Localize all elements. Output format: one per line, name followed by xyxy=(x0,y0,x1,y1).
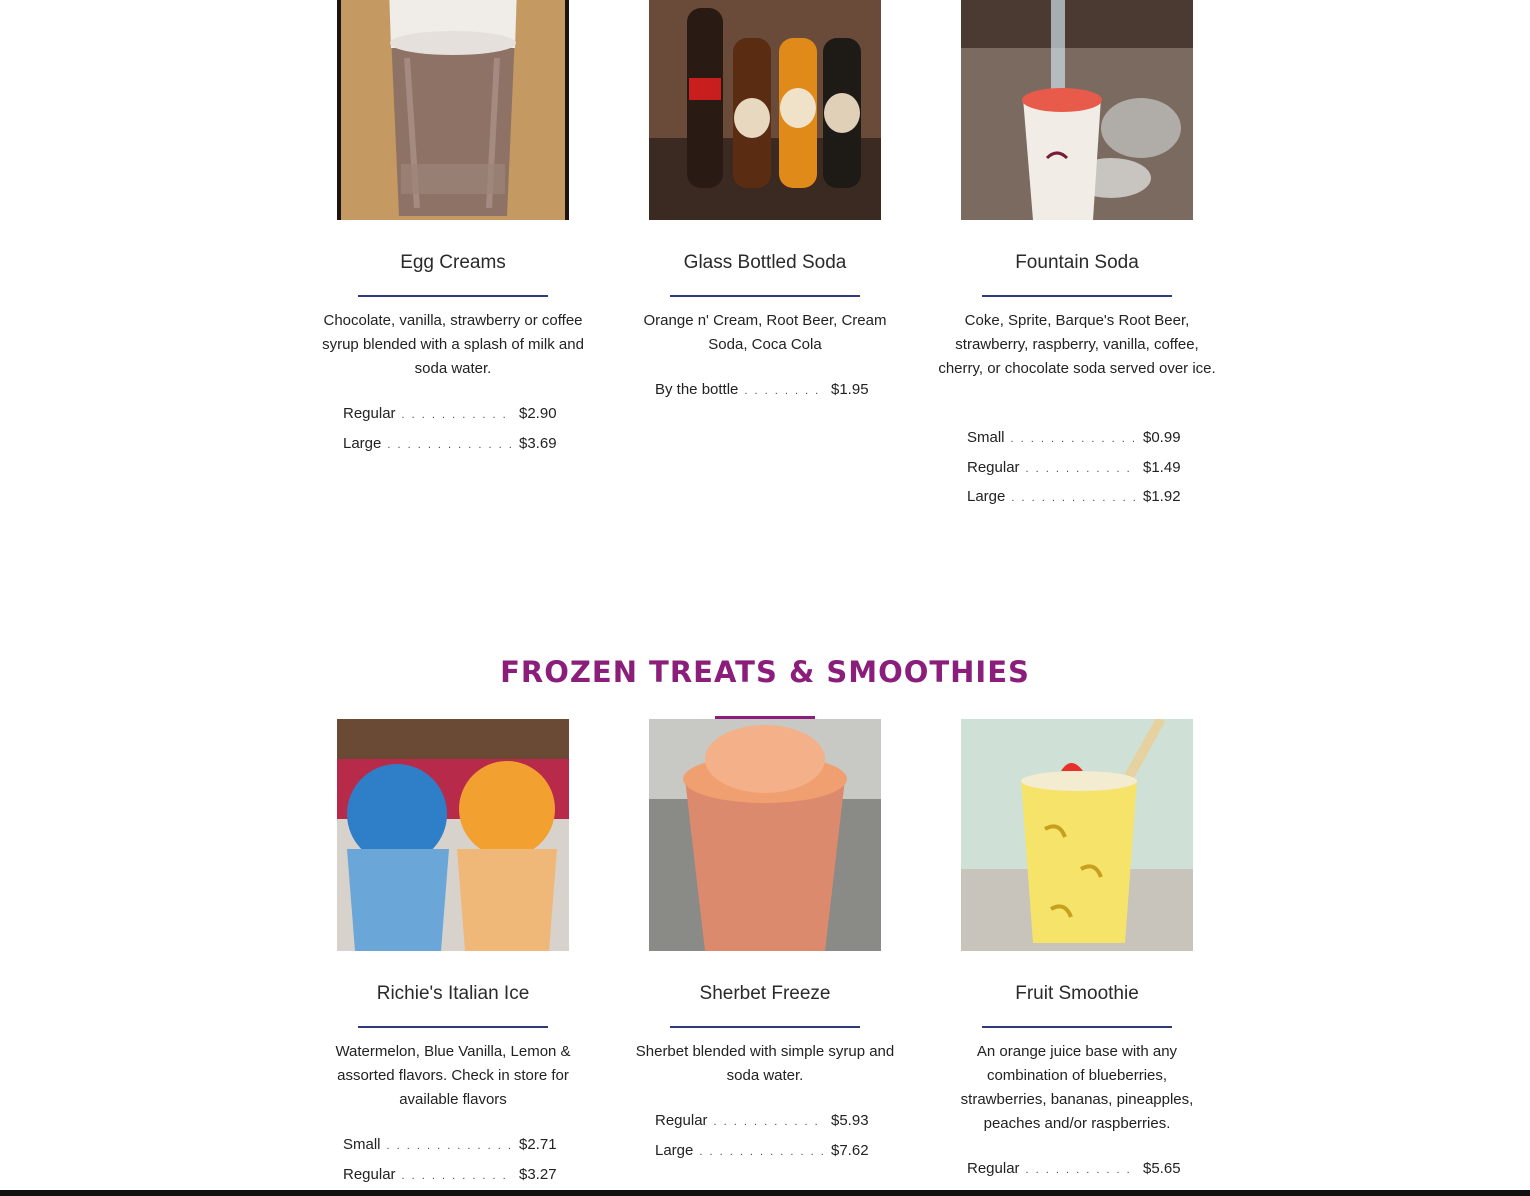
size-label: Small xyxy=(343,1136,381,1153)
price-value: $1.92 xyxy=(1143,488,1181,505)
item-description: Watermelon, Blue Vanilla, Lemon & assorted flavors. Check in store for available flavors xyxy=(335,1043,571,1108)
price-row xyxy=(655,381,875,411)
title-divider xyxy=(670,1026,860,1028)
price-row xyxy=(655,1112,875,1142)
size-label: Large xyxy=(655,1141,694,1159)
title-divider xyxy=(670,295,860,297)
bottled-soda-photo xyxy=(649,0,881,220)
size-label: Large xyxy=(343,434,382,452)
bottom-bar xyxy=(0,1190,1530,1196)
drink-title: Egg Creams xyxy=(400,252,506,273)
price-value: $7.62 xyxy=(831,1141,869,1159)
dot-leader xyxy=(402,1170,513,1182)
size-label: Small xyxy=(967,429,1005,446)
italian-ice-photo xyxy=(337,719,569,951)
dot-leader xyxy=(1011,433,1137,445)
dot-leader xyxy=(714,1116,825,1128)
fruit-smoothie-photo xyxy=(961,719,1193,951)
fountain-soda-photo xyxy=(961,0,1193,220)
price-value: $2.90 xyxy=(519,405,557,422)
price-list xyxy=(967,429,1187,518)
price-row xyxy=(343,435,563,465)
title-divider xyxy=(982,295,1172,297)
size-label: Regular xyxy=(967,1160,1020,1177)
dot-leader xyxy=(699,1146,825,1158)
size-label: By the bottle xyxy=(655,381,739,398)
price-row xyxy=(967,1160,1187,1190)
price-row xyxy=(967,459,1187,489)
price-list xyxy=(655,381,875,411)
size-label: Regular xyxy=(655,1112,708,1129)
drink-title: Glass Bottled Soda xyxy=(683,252,847,273)
drink-description: Orange n' Cream, Root Beer, Cream Soda, Coca Cola xyxy=(643,312,887,353)
price-value: $2.71 xyxy=(519,1136,557,1153)
price-list xyxy=(343,405,563,464)
drink-description: Coke, Sprite, Barque's Root Beer, strawberry, raspberry, vanilla, coffee, cherry, or chocolate soda served over ice. xyxy=(938,312,1216,377)
dot-leader xyxy=(387,1140,513,1152)
price-value: $1.95 xyxy=(831,381,869,398)
title-divider xyxy=(358,1026,548,1028)
item-title: Richie's Italian Ice xyxy=(376,983,530,1004)
item-title: Sherbet Freeze xyxy=(699,983,831,1004)
title-divider xyxy=(982,1026,1172,1028)
item-title: Fruit Smoothie xyxy=(1015,983,1139,1004)
egg-cream-photo xyxy=(337,0,569,220)
dot-leader xyxy=(1011,492,1137,504)
sherbet-freeze-photo xyxy=(649,719,881,951)
dot-leader xyxy=(402,409,513,421)
dot-leader xyxy=(1026,463,1137,475)
dot-leader xyxy=(1026,1164,1137,1176)
drink-title: Fountain Soda xyxy=(1015,252,1139,273)
price-row xyxy=(967,488,1187,518)
section-heading-frozen: FROZEN TREATS & SMOOTHIES xyxy=(500,655,1030,689)
price-row xyxy=(343,405,563,435)
price-list xyxy=(655,1112,875,1171)
price-value: $3.69 xyxy=(519,434,557,452)
title-divider xyxy=(358,295,548,297)
price-value: $5.93 xyxy=(831,1112,869,1129)
price-list xyxy=(967,1160,1187,1190)
item-description: An orange juice base with any combination of blueberries, strawberries, bananas, pineapples, peaches and/or raspberries. xyxy=(960,1043,1194,1132)
size-label: Large xyxy=(967,488,1006,505)
item-description: Sherbet blended with simple syrup and soda water. xyxy=(635,1043,895,1084)
price-value: $1.49 xyxy=(1143,458,1181,476)
dot-leader xyxy=(744,385,825,397)
size-label: Regular xyxy=(967,458,1020,476)
size-label: Regular xyxy=(343,1165,396,1183)
price-row xyxy=(343,1136,563,1166)
drink-description: Chocolate, vanilla, strawberry or coffee syrup blended with a splash of milk and soda water. xyxy=(322,312,584,377)
size-label: Regular xyxy=(343,405,396,422)
price-value: $0.99 xyxy=(1143,429,1181,446)
price-row xyxy=(967,429,1187,459)
dot-leader xyxy=(387,439,513,451)
price-value: $3.27 xyxy=(519,1165,557,1183)
price-row xyxy=(655,1142,875,1172)
price-value: $5.65 xyxy=(1143,1160,1181,1177)
price-list xyxy=(343,1136,563,1195)
